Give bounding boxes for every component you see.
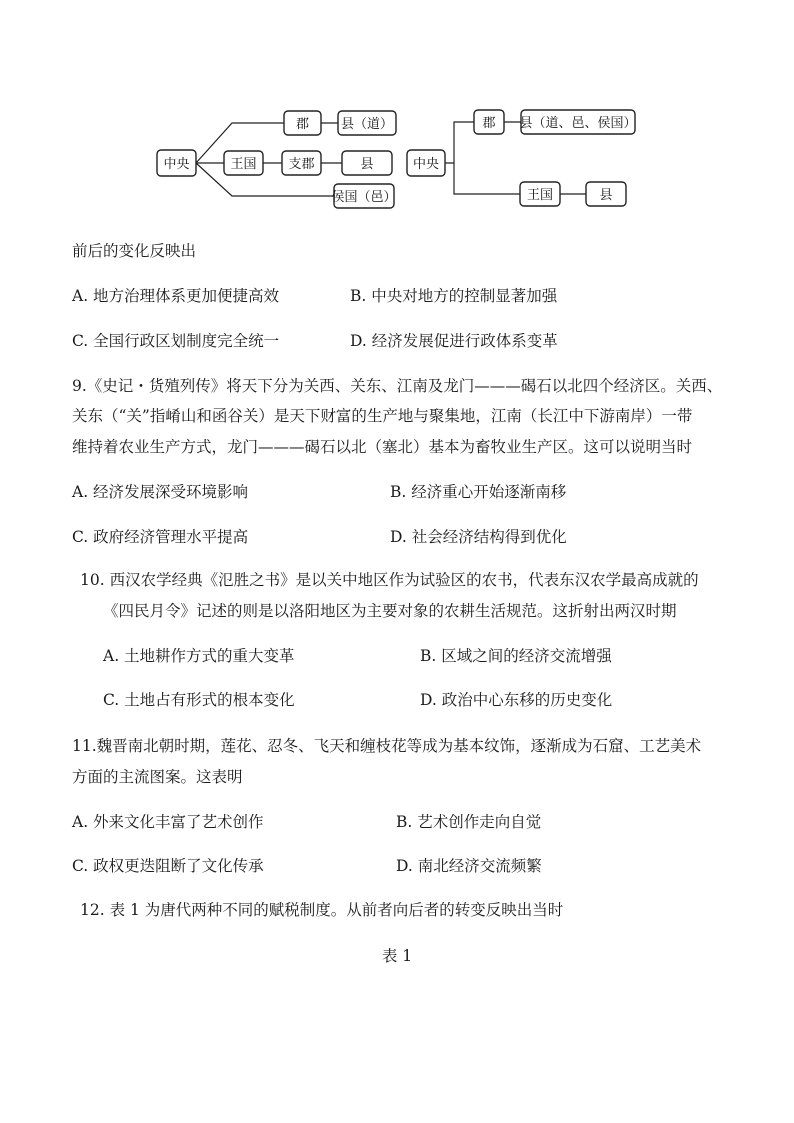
q11-stem-line1: 11.魏晋南北朝时期，莲花、忍冬、飞天和缠枝花等成为基本纹饰，逐渐成为石窟、工艺美术 (72, 737, 702, 755)
administrative-structure-diagram (0, 0, 794, 230)
q10-option-b[interactable]: B. 区域之间的经济交流增强 (420, 647, 612, 665)
right-center-label: 中央 (412, 157, 440, 172)
left-xian-dao-label: 县（道） (340, 117, 394, 132)
left-xian-label: 县 (360, 157, 374, 172)
right-jun-label: 郡 (482, 116, 496, 131)
q9-option-b[interactable]: B. 经济重心开始逐渐南移 (390, 483, 567, 501)
q9-option-a[interactable]: A. 经济发展深受环境影响 (72, 483, 249, 501)
q10-stem-line2: 《四民月令》记述的则是以洛阳地区为主要对象的农耕生活规范。这折射出两汉时期 (103, 602, 677, 620)
q8-option-d[interactable]: D. 经济发展促进行政体系变革 (350, 332, 558, 350)
q8-option-c[interactable]: C. 全国行政区划制度完全统一 (72, 332, 280, 350)
q8-option-b[interactable]: B. 中央对地方的控制显著加强 (350, 287, 558, 305)
right-diagram (407, 110, 637, 206)
q9-stem-line3: 维持着农业生产方式，龙门———碣石以北（塞北）基本为畜牧业生产区。这可以说明当时 (72, 438, 693, 456)
q11-option-b[interactable]: B. 艺术创作走向自觉 (396, 813, 542, 831)
right-xian-label: 县 (599, 188, 613, 203)
right-wangguo-label: 王国 (526, 188, 554, 203)
left-wangguo-label: 王国 (230, 157, 257, 172)
q11-stem-line2: 方面的主流图案。这表明 (72, 768, 243, 786)
q9-option-c[interactable]: C. 政府经济管理水平提高 (72, 528, 249, 546)
q8-option-a[interactable]: A. 地方治理体系更加便捷高效 (72, 287, 280, 305)
q9-stem-line2: 关东（“关”指崤山和函谷关）是天下财富的生产地与聚集地，江南（长江中下游南岸）一带 (72, 407, 693, 425)
q10-option-d[interactable]: D. 政治中心东移的历史变化 (420, 691, 613, 709)
left-jun-label: 郡 (295, 117, 310, 132)
right-xian-list-label: 县（道、邑、侯国） (519, 116, 637, 131)
q8-stem: 前后的变化反映出 (72, 242, 197, 260)
q9-option-d[interactable]: D. 社会经济结构得到优化 (390, 528, 567, 546)
q10-option-c[interactable]: C. 土地占有形式的根本变化 (103, 691, 295, 709)
left-zhijun-label: 支郡 (288, 157, 315, 172)
q10-stem-line1: 10. 西汉农学经典《氾胜之书》是以关中地区作为试验区的农书，代表东汉农学最高成就的 (80, 571, 699, 589)
q12-stem: 12. 表 1 为唐代两种不同的赋税制度。从前者向后者的转变反映出当时 (80, 901, 564, 919)
left-center-label: 中央 (163, 157, 190, 172)
q9-stem-line1: 9.《史记・货殖列传》将天下分为关西、关东、江南及龙门———碣石以北四个经济区。关西、 (72, 377, 723, 395)
q11-option-c[interactable]: C. 政权更迭阻断了文化传承 (72, 857, 264, 875)
table-caption: 表 1 (381, 947, 413, 965)
left-diagram (157, 111, 397, 208)
q10-option-a[interactable]: A. 土地耕作方式的重大变革 (103, 647, 295, 665)
q11-option-d[interactable]: D. 南北经济交流频繁 (396, 857, 542, 875)
q11-option-a[interactable]: A. 外来文化丰富了艺术创作 (72, 813, 264, 831)
left-houguo-label: 侯国（邑） (331, 190, 397, 205)
